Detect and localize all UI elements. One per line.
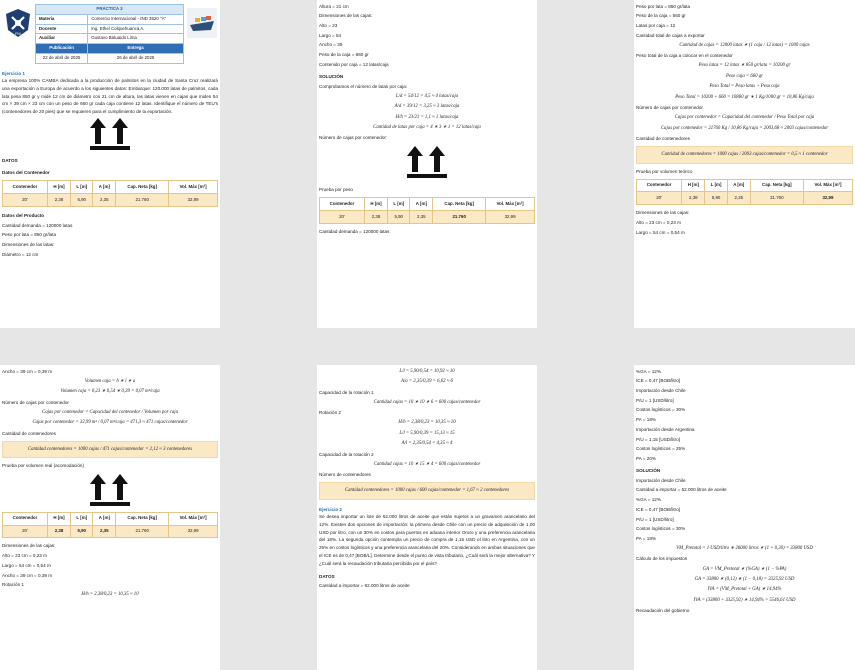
- text-line: Número de cajas por contenedor:: [319, 135, 388, 141]
- text-line: Cálculo de los impuestos: [636, 556, 688, 562]
- text-line: P/U = 1 [USD/litro]: [636, 397, 674, 403]
- product-data-heading: Datos del Producto: [2, 212, 45, 218]
- text-line: Cantidad a importar = 62.000 litros de aceite: [636, 487, 727, 493]
- equation: Cantidad de latas por caja = 4 ∗ 3 ∗ 1 = 12 latas/caja: [373, 125, 481, 130]
- text-line: Prueba por volumen real (acomodación): [2, 463, 84, 469]
- text-line: Ancho = 39 cm = 0,39 m: [2, 572, 53, 578]
- text-line: PA = 18%: [636, 535, 656, 541]
- text-line: Dimensiones de las cajas:: [2, 543, 56, 549]
- equation: Peso latas = 12 latas ∗ 850 gr/lata = 10200 gr: [698, 63, 791, 69]
- equation: A/l = 2,35/0,54 = 4,35 ≈ 4: [401, 441, 453, 447]
- container-table: Contenedor H [m] L [m] A [m] Cap. Neta [kg] Vol. Máx [m³] 20' 2,38 5,90 2,35 21.760 32,99: [636, 179, 853, 206]
- text-line: Peso por lata = 850 gr/lata: [636, 3, 691, 9]
- container-table: Contenedor H [m] L [m] A [m] Cap. Neta [kg] Vol. Máx [m³] 20' 2,38 5,90 2,35 21.760 32,99: [2, 180, 218, 207]
- text-line: Capacidad de la rotación 2: [319, 451, 374, 457]
- equation: Peso Total = Peso latas + Peso caja: [709, 84, 780, 90]
- this-side-up-icon: [2, 116, 218, 152]
- text-line: Diámetro = 12 cm: [2, 251, 39, 257]
- header-block: [2, 4, 218, 64]
- equation: Cantidad de cajas = 12000 latas ∗ (1 caja / 12 latas) = 1000 cajas: [679, 42, 810, 48]
- container-table: Contenedor H [m] L [m] A [m] Cap. Neta [kg] Vol. Máx [m³] 20' 2,38 5,90 2,35 21.760 32,99: [2, 512, 218, 539]
- equation: A/d = 39/12 = 3,25 ≈ 3 latas/caja: [394, 104, 460, 110]
- equation: Peso caja = 660 gr: [725, 73, 764, 79]
- container-table: Contenedor H [m] L [m] A [m] Cap. Neta [kg] Vol. Máx [m³] 20' 2,38 5,90 2,35 21.760 32,99: [319, 197, 535, 224]
- page-1: [0, 0, 220, 328]
- publication-label: Publicación: [36, 44, 88, 54]
- materia-value: Comercio Internacional - IND 3520 "A": [88, 14, 184, 24]
- equation: GA = VM_Pretotal ∗ (%GA) ∗ (1 − %PA): [702, 566, 787, 572]
- exercise-1-title: Ejercicio 1: [2, 70, 25, 76]
- solution-heading: SOLUCIÓN: [319, 73, 344, 79]
- page-6: [634, 365, 855, 670]
- text-line: Importación desde Chile: [636, 388, 686, 393]
- equation: H/h = 2,38/0,23 = 10,35 ≈ 10: [81, 592, 139, 598]
- auxiliar-value: Gustavo Batuaido Lima: [88, 34, 184, 44]
- text-line: Largo = 54 cm = 0,54 m: [2, 562, 51, 568]
- text-line: Cantidad de contenedores: [636, 135, 690, 141]
- equation: L/l = 5,90/0,39 = 15,13 ≈ 15: [399, 430, 455, 436]
- equation: Peso Total = 10200 + 660 = 10860 gr ∗ 1 Kg/1000 gr = 10,86 Kg/caja: [675, 94, 814, 100]
- exercise-2-text: Se desea importar un lote de 62.000 litros de aceite que están sujetos a un gravamen arancelario del 12%. Existen dos opciones de importación: la primera desde Chile con un precio de adquisición de 1,00 USD por litro, con un 30% en costos para puertos en aduana interior Oruro y una preferencia arancelaria del 18%. La segunda opción contempla un precio de compra de 1,15 USD el litro en Argentina, con un 25% en costos logísticos y una preferencia arancelaria del 20%. Considerando en ambas situaciones que el ICE es de 0,47 [BOB/L]. Determine desde el punto de vista tributario, ¿Cuál será la mejor alternativa? Y ¿Cuál será la recaudación tributaria percibida por el país?: [319, 513, 535, 566]
- text-line: PA = 18%: [636, 417, 656, 423]
- exercise-1-text: La empresa 100% CAMBA dedicada a la producción de palmitos en la ciudad de Santa Cruz realizará una exportación a Europa de acuerdo a los siguientes datos: Embarque: 120.000 latas de palmitos, cada lata pesa 850 gr y mide 12 cm de diámetro con 21 cm de altura, las latas vienen en cajas que miden 54 cm × 39 cm × 23 cm con un peso de 660 gr cada caja contiene 12 latas. Identifique el número de TEU's (contenedores de 20 pies) que se requieren para el cumplimiento de la exportación.: [2, 78, 218, 115]
- text-line: Rotación 1: [2, 582, 24, 588]
- equation: GA = 33800 ∗ (0,12) ∗ (1 − 0,18) = 3325,92 USD: [694, 577, 795, 583]
- text-line: Dimensiones de las cajas:: [636, 210, 690, 216]
- text-line: %GA = 12%: [636, 497, 661, 503]
- text-line: Cantidad de contenedores: [2, 430, 56, 436]
- text-line: P/U = 1 [USD/litro]: [636, 516, 674, 522]
- text-line: Dimensiones de las latas:: [2, 242, 55, 248]
- text-line: Peso por lata = 850 gr/lata: [2, 232, 57, 238]
- page-5: [317, 365, 537, 670]
- equation: H/h = 23/21 = 1,1 ≈ 1 latas/caja: [395, 114, 459, 120]
- header-table: [35, 4, 184, 64]
- auxiliar-label: Auxiliar: [36, 34, 88, 44]
- text-line: Comprobamos el número de latas por caja:: [319, 83, 408, 89]
- text-line: PA = 20%: [636, 455, 656, 461]
- text-line: Peso de la caja = 660 gr: [636, 13, 686, 19]
- text-line: Cantidad total de cajas a exportar: [636, 32, 705, 38]
- text-line: P/U = 1,15 [USD/litro]: [636, 436, 681, 442]
- text-line: Largo = 54 cm = 0,54 m: [636, 229, 685, 235]
- text-line: Importación desde Argentina: [636, 426, 695, 432]
- result-box: Cantidad contenedores = 1000 cajas / 471 cajas/contenedor = 2,12 ≈ 3 contenedores: [2, 441, 218, 458]
- text-line: Alto = 23 cm = 0,23 m: [636, 219, 681, 225]
- equation: Volumen caja = 0,23 ∗ 0,54 ∗ 0,39 = 0,07 m³/caja: [60, 389, 160, 395]
- equation: H/h = 2,38/0,23 = 10,35 ≈ 10: [398, 420, 456, 426]
- docente-label: Docente: [36, 24, 88, 34]
- equation: Cantidad cajas = 10 ∗ 15 ∗ 4 = 600 cajas/contenedor: [373, 461, 481, 467]
- equation: Cajas por contenedor = 32,99 m³ / 0,07 m³/caja = 471,3 ≈ 471 cajas/contenedor: [32, 420, 188, 426]
- text-line: Número de cajas por contenedor: [2, 399, 69, 405]
- logo-text: FNI: [15, 32, 21, 36]
- page-4: [0, 365, 220, 670]
- text-line: Altura = 21 cm: [319, 3, 349, 9]
- text-line: Ancho = 39: [319, 42, 343, 48]
- text-line: Dimensiones de las cajas:: [319, 13, 373, 19]
- result-box: Cantidad contenedores = 1000 cajas / 600 cajas/contenedor = 1,67 ≈ 2 contenedores: [319, 482, 535, 499]
- delivery-label: Entrega: [88, 44, 184, 54]
- this-side-up-icon: [2, 472, 218, 508]
- materia-label: Materia: [36, 14, 88, 24]
- text-line: Capacidad de la rotación 1: [319, 389, 374, 395]
- container-data-heading: Datos del Contenedor: [2, 170, 50, 176]
- text-line: Costos logísticos = 30%: [636, 407, 686, 413]
- page-2: [317, 0, 537, 328]
- text-line: Número de cajas por contenedor: [636, 105, 703, 111]
- equation: IVA = (33800 + 3325,92) ∗ 14,94% = 5546,61 USD: [693, 597, 796, 603]
- practice-title: PRÁCTICA 3: [36, 5, 184, 15]
- text-line: Prueba por peso: [319, 187, 353, 193]
- text-line: Ancho = 39 cm = 0,39 m: [2, 368, 53, 374]
- text-line: Importación desde Chile: [636, 477, 686, 483]
- text-line: Peso total de la caja a colocar en el contenedor: [636, 53, 733, 59]
- text-line: Costos logísticos = 30%: [636, 526, 686, 532]
- text-line: ICE = 0,47 [BOB/litro]: [636, 506, 681, 512]
- text-line: Prueba por volumen teórico: [636, 168, 693, 174]
- equation: A/a = 2,35/0,39 = 6,02 ≈ 6: [401, 379, 453, 385]
- text-line: Latas por caja = 12: [636, 23, 676, 28]
- equation: L/d = 54/12 = 4,5 ≈ 4 latas/caja: [395, 93, 459, 99]
- text-line: Alto = 23: [319, 23, 338, 28]
- this-side-up-icon: [319, 144, 535, 180]
- page-3: [634, 0, 855, 328]
- equation: Cantidad cajas = 10 ∗ 10 ∗ 6 = 600 cajas/contenedor: [373, 399, 481, 405]
- result-box: Cantidad de contenedores = 1000 cajas / 2003 cajas/contenedor = 0,5 ≈ 1 contenedor: [636, 146, 853, 163]
- text-line: Cantidad demanda = 120000 latas: [319, 228, 390, 234]
- equation: VM_Pretotal = 1 USD/litro ∗ 26000 litros ∗ (1 + 0,30) = 33800 USD: [676, 546, 813, 552]
- text-line: Recaudación del gobierno: [636, 608, 690, 614]
- solution-heading: SOLUCIÓN: [636, 468, 661, 474]
- equation: L/l = 5,90/0,54 = 10,92 ≈ 10: [399, 369, 455, 374]
- datos-heading: DATOS: [2, 158, 18, 164]
- text-line: Cantidad a importar = 62.000 litros de aceite: [319, 583, 410, 589]
- text-line: Contenido por caja = 12 latas/caja: [319, 61, 389, 67]
- publication-date: 22 de abril de 2025: [36, 54, 88, 64]
- equation: Cajas por contenedor = Capacidad del contenedor / Volumen por caja: [42, 409, 178, 415]
- equation: IVA = (VM_Pretotal + GA) ∗ 14,94%: [707, 587, 782, 593]
- docente-value: Ing. Ethel Colquehuanca A.: [88, 24, 184, 34]
- equation: Volumen caja = h ∗ l ∗ a: [84, 378, 136, 384]
- equation: Cajas por contenedor = 21760 Kg / 10,86 Kg/caja = 2003,68 ≈ 2003 cajas/contenedor: [660, 125, 829, 131]
- text-line: Cantidad demanda = 120000 latas: [2, 222, 73, 228]
- text-line: %GA = 12%: [636, 368, 661, 374]
- text-line: Número de contenedores: [319, 472, 371, 478]
- text-line: Alto = 23 cm = 0,23 m: [2, 553, 47, 559]
- text-line: Largo = 54: [319, 32, 342, 38]
- ship-icon: [187, 8, 217, 38]
- equation: Cajas por contenedor = Capacidad del contenedor / Peso Total por caja: [674, 115, 815, 121]
- datos-heading: DATOS: [319, 573, 335, 579]
- text-line: ICE = 0,47 [BOB/litro]: [636, 378, 681, 384]
- text-line: Peso de la caja = 660 gr: [319, 52, 369, 58]
- delivery-date: 26 de abril de 2025: [88, 54, 184, 64]
- exercise-2-title: Ejercicio 2: [319, 506, 342, 512]
- text-line: Costos logísticos = 25%: [636, 446, 686, 452]
- university-logo-icon: [4, 8, 32, 38]
- text-line: Rotación 2: [319, 410, 341, 416]
